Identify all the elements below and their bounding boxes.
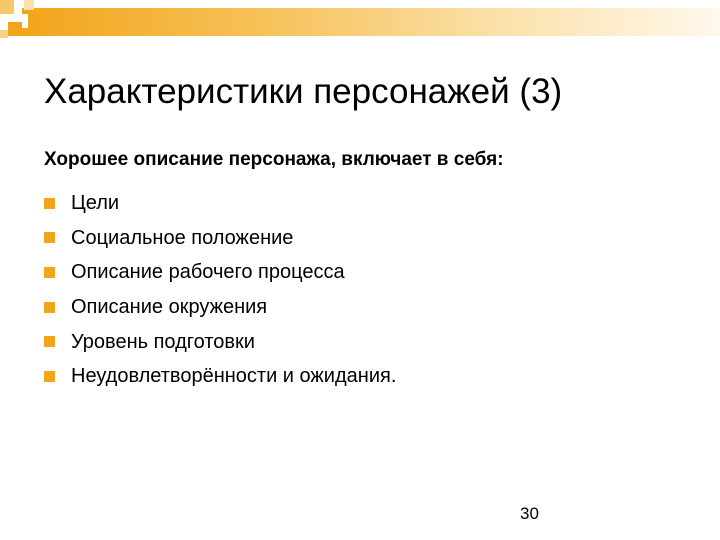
square-bullet-icon [44, 302, 55, 313]
square-bullet-icon [44, 336, 55, 347]
decor-square [0, 0, 14, 14]
decor-square [24, 0, 34, 10]
header-gradient-strip [22, 8, 720, 36]
bullet-label: Описание рабочего процесса [71, 261, 345, 284]
bullet-label: Неудовлетворённости и ожидания. [71, 365, 397, 388]
bullet-item [44, 324, 664, 359]
bullet-item [44, 255, 664, 290]
bullet-label: Социальное положение [71, 226, 294, 249]
slide-subtitle: Хорошее описание персонажа, включает в себя: [44, 149, 504, 170]
bullet-item [44, 221, 664, 256]
page-number: 30 [520, 504, 539, 523]
bullet-label: Цели [71, 192, 120, 215]
bullet-list [44, 186, 664, 394]
bullet-item [44, 186, 664, 221]
bullet-item [44, 359, 664, 394]
square-bullet-icon [44, 267, 55, 278]
bullet-label: Уровень подготовки [71, 330, 255, 353]
square-bullet-icon [44, 232, 55, 243]
square-bullet-icon [44, 371, 55, 382]
header-decoration [0, 0, 720, 46]
slide-title: Характеристики персонажей (3) [44, 72, 563, 111]
bullet-item [44, 290, 664, 325]
bullet-label: Описание окружения [71, 296, 268, 319]
decor-square [8, 22, 22, 36]
decor-square [0, 30, 8, 38]
square-bullet-icon [44, 198, 55, 209]
